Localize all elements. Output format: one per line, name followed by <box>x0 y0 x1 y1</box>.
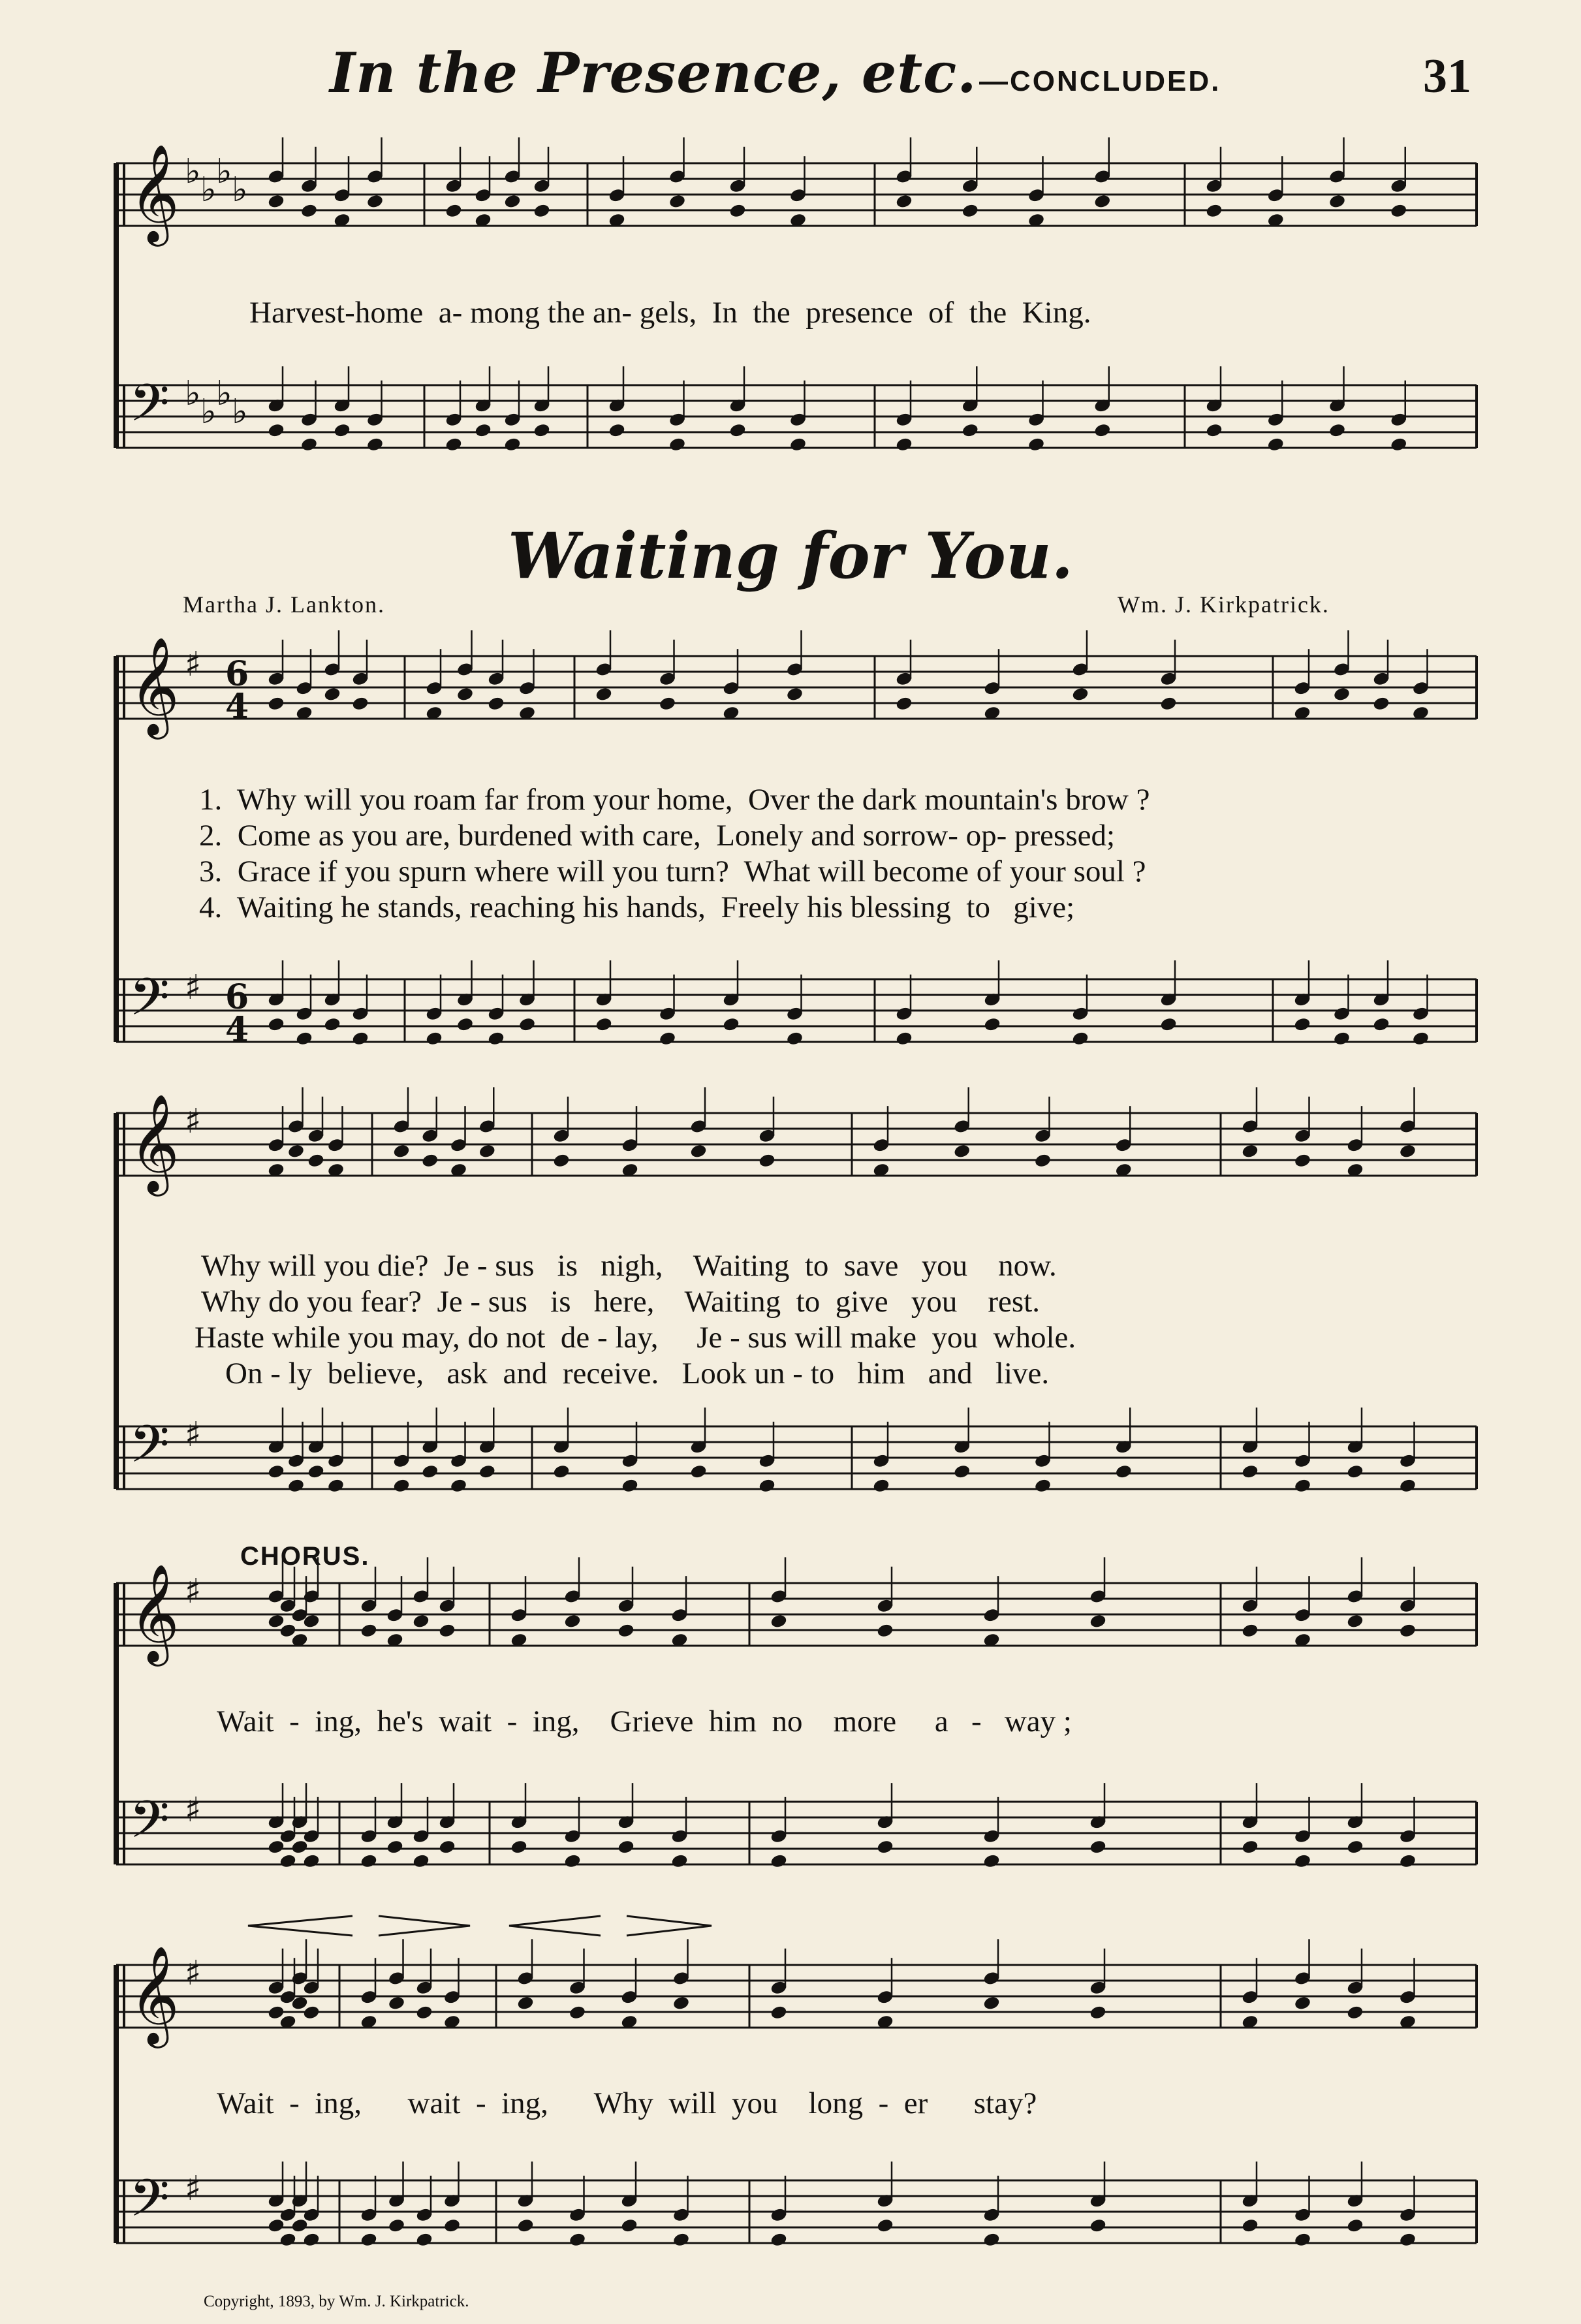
note-head <box>1294 1854 1311 1869</box>
chorus-line: Wait - ing, wait - ing, Why will you long - er stay? <box>217 2086 1037 2120</box>
verse-line: On - ly believe, ask and receive. Look un - to him and live. <box>225 1357 1050 1390</box>
bass-clef-icon: 𝄢 <box>129 1414 170 1487</box>
note-head <box>478 1464 495 1479</box>
flat-icon: ♭ <box>200 392 217 432</box>
note-head <box>729 204 746 219</box>
treble-clef-icon: 𝄞 <box>129 1093 180 1192</box>
note-head <box>668 437 685 452</box>
verse-line: 2. Come as you are, burdened with care, Lonely and sorrow- op- pressed; <box>199 819 1116 853</box>
note-head <box>759 1479 775 1494</box>
note-head <box>279 1854 296 1869</box>
note-head <box>962 423 978 438</box>
note-head <box>954 1144 971 1159</box>
sharp-icon: ♯ <box>185 1572 202 1611</box>
note-head <box>690 1144 707 1159</box>
note-head <box>618 1840 634 1855</box>
note-head <box>291 2218 308 2233</box>
note-head <box>553 1464 570 1479</box>
note-head <box>1333 1031 1350 1046</box>
lyric-line: Harvest-home a- mong the an- gels, In the presence of the King. <box>249 296 1091 330</box>
note-head <box>877 2218 894 2233</box>
verse-line: Why will you die? Je - sus is nigh, Waiting to save you now. <box>201 1249 1057 1283</box>
note-head <box>352 697 369 712</box>
crescendo-hairpin <box>248 1916 352 1936</box>
note-head <box>360 1624 377 1639</box>
note-head <box>422 1464 439 1479</box>
note-head <box>439 1840 456 1855</box>
note-head <box>984 1017 1001 1032</box>
note-head <box>268 1017 285 1032</box>
note-head <box>366 194 383 209</box>
note-head <box>1294 1996 1311 2011</box>
note-head <box>1328 194 1345 209</box>
note-head <box>303 2233 320 2248</box>
page-number: 31 <box>1423 50 1471 103</box>
note-head <box>268 1464 285 1479</box>
note-head <box>1027 437 1044 452</box>
note-head <box>443 2218 460 2233</box>
note-head <box>595 1017 612 1032</box>
note-head <box>1034 1479 1051 1494</box>
note-head <box>268 423 285 438</box>
note-head <box>1347 1614 1364 1629</box>
sharp-icon: ♯ <box>185 1415 202 1454</box>
sharp-icon: ♯ <box>185 1954 202 1993</box>
note-head <box>439 1624 456 1639</box>
note-head <box>504 194 521 209</box>
note-head <box>360 1854 377 1869</box>
flat-icon: ♭ <box>232 392 248 432</box>
note-head <box>1333 687 1350 702</box>
note-head <box>388 2218 405 2233</box>
note-head <box>877 1624 894 1639</box>
note-head <box>1390 204 1407 219</box>
note-head <box>268 697 285 712</box>
note-head <box>300 204 317 219</box>
note-head <box>518 1017 535 1032</box>
note-head <box>1242 1624 1259 1639</box>
note-head <box>1347 1840 1364 1855</box>
note-head <box>296 1031 313 1046</box>
sharp-icon: ♯ <box>185 1791 202 1830</box>
note-head <box>770 1854 787 1869</box>
note-head <box>621 1479 638 1494</box>
note-head <box>1399 1479 1416 1494</box>
note-head <box>786 1031 803 1046</box>
note-head <box>1294 1154 1311 1169</box>
flat-icon: ♭ <box>185 152 201 191</box>
note-head <box>1089 2218 1106 2233</box>
note-head <box>1412 1031 1429 1046</box>
note-head <box>659 1031 676 1046</box>
treble-clef-icon: 𝄞 <box>129 636 180 735</box>
note-head <box>279 1624 296 1639</box>
note-head <box>1347 1464 1364 1479</box>
note-head <box>1089 1614 1106 1629</box>
note-head <box>1206 423 1223 438</box>
note-head <box>445 204 462 219</box>
note-head <box>608 423 625 438</box>
note-head <box>334 423 351 438</box>
note-head <box>456 687 473 702</box>
note-head <box>723 1017 740 1032</box>
verse-line: 1. Why will you roam far from your home, Over the dark mountain's brow ? <box>199 783 1150 817</box>
note-head <box>672 2233 689 2248</box>
note-head <box>1160 697 1177 712</box>
note-head <box>1072 687 1089 702</box>
bass-clef-icon: 𝄢 <box>129 967 170 1040</box>
note-head <box>983 1854 1000 1869</box>
note-head <box>327 1479 344 1494</box>
note-head <box>510 1840 527 1855</box>
sharp-icon: ♯ <box>185 2169 202 2208</box>
note-head <box>324 687 341 702</box>
note-head <box>287 1479 304 1494</box>
bass-clef-icon: 𝄢 <box>129 2168 170 2241</box>
note-head <box>1294 2233 1311 2248</box>
note-head <box>426 1031 443 1046</box>
note-head <box>1089 2005 1106 2020</box>
header-title: In the Presence, etc. <box>330 40 977 105</box>
note-head <box>877 1840 894 1855</box>
note-head <box>416 2233 433 2248</box>
note-head <box>759 1154 775 1169</box>
flat-icon: ♭ <box>185 374 201 413</box>
note-head <box>268 194 285 209</box>
note-head <box>564 1614 581 1629</box>
note-head <box>1347 2218 1364 2233</box>
note-head <box>1390 437 1407 452</box>
note-head <box>1294 1017 1311 1032</box>
bass-clef-icon: 𝄢 <box>129 373 170 446</box>
note-head <box>1399 1144 1416 1159</box>
note-head <box>983 1996 1000 2011</box>
note-head <box>672 1996 689 2011</box>
note-head <box>307 1154 324 1169</box>
note-head <box>1089 1840 1106 1855</box>
lyricist-credit: Martha J. Lankton. <box>183 591 385 618</box>
note-head <box>1399 2233 1416 2248</box>
note-head <box>1373 1017 1390 1032</box>
note-head <box>488 1031 505 1046</box>
header-subtitle: —CONCLUDED. <box>979 65 1221 97</box>
note-head <box>366 437 383 452</box>
note-head <box>618 1624 634 1639</box>
note-head <box>690 1464 707 1479</box>
note-head <box>307 1464 324 1479</box>
note-head <box>422 1154 439 1169</box>
time-signature-bottom: 4 <box>225 687 249 727</box>
note-head <box>1034 1154 1051 1169</box>
note-head <box>504 437 521 452</box>
crescendo-hairpin <box>509 1916 601 1936</box>
song-title: Waiting for You. <box>507 519 1074 593</box>
note-head <box>789 437 806 452</box>
note-head <box>1242 1144 1259 1159</box>
composer-credit: Wm. J. Kirkpatrick. <box>1118 591 1330 618</box>
note-head <box>291 1840 308 1855</box>
note-head <box>360 2233 377 2248</box>
note-head <box>478 1144 495 1159</box>
verse-line: Haste while you may, do not de - lay, Je - sus will make you whole. <box>195 1321 1076 1355</box>
note-head <box>896 697 913 712</box>
note-head <box>352 1031 369 1046</box>
note-head <box>954 1464 971 1479</box>
note-head <box>1242 2218 1259 2233</box>
note-head <box>786 687 803 702</box>
note-head <box>564 1854 581 1869</box>
note-head <box>450 1479 467 1494</box>
note-head <box>1267 437 1284 452</box>
sharp-icon: ♯ <box>185 1102 202 1141</box>
note-head <box>324 1017 341 1032</box>
note-head <box>475 423 492 438</box>
note-head <box>729 423 746 438</box>
note-head <box>533 423 550 438</box>
verse-line: 4. Waiting he stands, reaching his hands, Freely his blessing to give; <box>199 890 1075 924</box>
note-head <box>770 1614 787 1629</box>
chorus-label: CHORUS. <box>240 1542 370 1571</box>
note-head <box>268 1840 285 1855</box>
note-head <box>303 1854 320 1869</box>
note-head <box>268 1614 285 1629</box>
note-head <box>896 1031 913 1046</box>
verse-line: 3. Grace if you spurn where will you turn? What will become of your soul ? <box>199 855 1146 888</box>
bass-clef-icon: 𝄢 <box>129 1789 170 1862</box>
flat-icon: ♭ <box>216 374 232 413</box>
note-head <box>303 2005 320 2020</box>
note-head <box>488 697 505 712</box>
note-head <box>413 1614 430 1629</box>
flat-icon: ♭ <box>216 152 232 191</box>
flat-icon: ♭ <box>200 170 217 210</box>
note-head <box>287 1144 304 1159</box>
sharp-icon: ♯ <box>185 645 202 684</box>
note-head <box>1072 1031 1089 1046</box>
note-head <box>659 697 676 712</box>
note-head <box>388 1996 405 2011</box>
time-signature-top: 6 <box>225 654 249 694</box>
note-head <box>1160 1017 1177 1032</box>
note-head <box>393 1144 410 1159</box>
diminuendo-hairpin <box>627 1916 712 1936</box>
note-head <box>896 437 913 452</box>
note-head <box>268 2005 285 2020</box>
note-head <box>416 2005 433 2020</box>
diminuendo-hairpin <box>379 1916 470 1936</box>
note-head <box>983 2233 1000 2248</box>
time-signature-top: 6 <box>225 977 249 1017</box>
sharp-icon: ♯ <box>185 968 202 1007</box>
note-head <box>770 2233 787 2248</box>
note-head <box>517 1996 534 2011</box>
treble-clef-icon: 𝄞 <box>129 143 180 242</box>
note-head <box>962 204 978 219</box>
note-head <box>621 2218 638 2233</box>
note-head <box>1242 1464 1259 1479</box>
copyright-notice: Copyright, 1893, by Wm. J. Kirkpatrick. <box>204 2293 469 2310</box>
note-head <box>445 437 462 452</box>
note-head <box>517 2218 534 2233</box>
treble-clef-icon: 𝄞 <box>129 1945 180 2044</box>
note-head <box>413 1854 430 1869</box>
note-head <box>1347 2005 1364 2020</box>
note-head <box>279 2233 296 2248</box>
flat-icon: ♭ <box>232 170 248 210</box>
note-head <box>1373 697 1390 712</box>
note-head <box>1206 204 1223 219</box>
note-head <box>393 1479 410 1494</box>
note-head <box>1328 423 1345 438</box>
note-head <box>1115 1464 1132 1479</box>
time-signature-bottom: 4 <box>225 1010 249 1050</box>
note-head <box>300 437 317 452</box>
note-head <box>1294 1479 1311 1494</box>
chorus-line: Wait - ing, he's wait - ing, Grieve him no more a - way ; <box>217 1704 1072 1738</box>
note-head <box>386 1840 403 1855</box>
note-head <box>268 2218 285 2233</box>
note-head <box>668 194 685 209</box>
note-head <box>595 687 612 702</box>
note-head <box>1399 1854 1416 1869</box>
note-head <box>569 2233 586 2248</box>
note-head <box>873 1479 890 1494</box>
treble-clef-icon: 𝄞 <box>129 1563 180 1662</box>
note-head <box>1094 423 1111 438</box>
note-head <box>533 204 550 219</box>
note-head <box>770 2005 787 2020</box>
note-head <box>671 1854 688 1869</box>
note-head <box>1399 1624 1416 1639</box>
note-head <box>1242 1840 1259 1855</box>
note-head <box>553 1154 570 1169</box>
verse-line: Why do you fear? Je - sus is here, Waiting to give you rest. <box>201 1285 1040 1319</box>
note-head <box>569 2005 586 2020</box>
note-head <box>456 1017 473 1032</box>
note-head <box>896 194 913 209</box>
note-head <box>1094 194 1111 209</box>
